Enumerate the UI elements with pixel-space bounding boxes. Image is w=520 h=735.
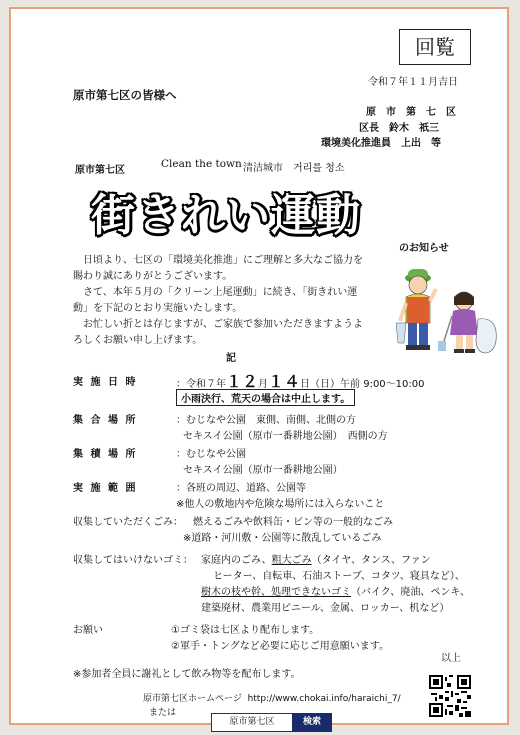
request-item-1: ①ゴミ袋は七区より配布します。 bbox=[171, 625, 320, 636]
main-title: 街きれい運動 bbox=[91, 190, 361, 241]
collection-label: 集 積 場 所 bbox=[73, 449, 138, 460]
gathering-line-1: ：むじなや公園 東側、南側、北側の方 bbox=[176, 415, 356, 426]
prohibited-line-1a: 家庭内のごみ、 bbox=[201, 555, 272, 566]
prohibited-line-1 bbox=[201, 551, 431, 566]
request-item-2: ②軍手・トングなど必要に応じご用意願います。 bbox=[171, 641, 389, 652]
sender-promoter: 環境美化推進員 上出 等 bbox=[321, 138, 441, 149]
kairan-box: 回覧 bbox=[399, 29, 471, 65]
gathering-label: 集 合 場 所 bbox=[73, 415, 138, 426]
prohibited-trees: 樹木の枝や幹、処理できないゴミ bbox=[201, 587, 351, 598]
subtitle-district: 原市第七区 bbox=[75, 165, 125, 176]
ki-heading: 記 bbox=[226, 353, 236, 364]
search-input[interactable]: 原市第七区 bbox=[211, 713, 293, 732]
sender-chief: 区長 鈴木 祇三 bbox=[359, 123, 439, 134]
search-button[interactable]: 検索 bbox=[292, 713, 332, 732]
intro-line-6: ろしくお願い申し上げます。 bbox=[73, 335, 203, 346]
ijou: 以上 bbox=[441, 653, 461, 664]
qr-code bbox=[429, 675, 471, 717]
homepage-label: 原市第七区ホームページ bbox=[143, 694, 242, 704]
homepage-url[interactable]: http://www.chokai.info/haraichi_7/ bbox=[247, 694, 401, 704]
title-suffix: のお知らせ bbox=[399, 243, 449, 254]
schedule-label: 実 施 日 時 bbox=[73, 377, 138, 388]
collect-items-line-1: 燃えるごみや飲料缶・ビン等の一般的なごみ bbox=[193, 517, 393, 528]
scope-line-2: ※他人の敷地内や危険な場所には入らないこと bbox=[176, 499, 385, 510]
prohibited-line-2: ヒーター、自転車、石油ストーブ、コタツ、寝具など）、 bbox=[213, 571, 465, 582]
prohibited-line-1b: （タイヤ、タンス、ファン bbox=[311, 555, 431, 566]
prohibited-line-4: 建築廃材、農業用ビニール、金属、ロッカー、机など） bbox=[201, 603, 450, 614]
schedule-month-unit: 月 bbox=[258, 379, 269, 390]
scope-label: 実 施 範 囲 bbox=[73, 483, 138, 494]
homepage-line bbox=[143, 691, 401, 704]
prohibited-line-3 bbox=[201, 583, 470, 598]
rain-notice: 小雨決行、荒天の場合は中止します。 bbox=[176, 389, 355, 406]
collection-line-1: ：むじなや公園 bbox=[176, 449, 246, 460]
schedule-day: １４ bbox=[268, 372, 301, 391]
intro-line-2: 賜わり誠にありがとうございます。 bbox=[73, 271, 233, 282]
schedule-day-unit: 日 bbox=[300, 379, 311, 390]
collection-line-2: セキスイ公園（原市一番耕地公園） bbox=[183, 465, 343, 476]
or-text: または bbox=[149, 708, 177, 718]
intro-line-5: お忙しい折とは存じますが、ご家族で参加いただきますようよ bbox=[83, 319, 363, 330]
subtitle-english: Clean the town bbox=[161, 158, 242, 170]
intro-line-3: さて、本年５月の「クリーン上尾運動」に続き、「街きれい運 bbox=[83, 287, 358, 298]
prohibited-label: 収集してはいけないゴミ： bbox=[73, 555, 193, 566]
collect-items-label: 収集していただくごみ： bbox=[73, 517, 183, 528]
schedule-month: １２ bbox=[226, 372, 259, 391]
prohibited-line-3b: （バイク、廃油、ペンキ、 bbox=[351, 587, 470, 598]
scope-line-1: ：各班の周辺、道路、公園等 bbox=[176, 483, 306, 494]
schedule-prefix: ：令和７年 bbox=[176, 379, 226, 390]
flyer-page bbox=[9, 7, 509, 725]
collect-items-line-2: ※道路・河川敷・公園等に散乱しているごみ bbox=[183, 533, 382, 544]
cleanup-kids-illustration bbox=[396, 261, 501, 361]
issue-date: 令和７年１１月吉日 bbox=[368, 77, 458, 88]
schedule-weekday-time: （日）午前 9:00～10:00 bbox=[310, 379, 425, 390]
subtitle-chinese: 清洁城市 bbox=[243, 163, 283, 174]
subtitle-korean: 거리를 청소 bbox=[293, 163, 345, 174]
gift-note: ※参加者全員に謝礼として飲み物等を配布します。 bbox=[73, 669, 301, 680]
intro-line-4: 動」を下記のとおり実施いたします。 bbox=[73, 303, 243, 314]
sender-org: 原 市 第 七 区 bbox=[366, 107, 456, 118]
addressee: 原市第七区の皆様へ bbox=[73, 88, 177, 102]
gathering-line-2: セキスイ公園（原市一番耕地公園） 西側の方 bbox=[183, 431, 388, 442]
prohibited-bulky: 粗大ごみ bbox=[271, 555, 312, 566]
intro-line-1: 日頃より、七区の「環境美化推進」にご理解と多大なご協力を bbox=[83, 255, 363, 266]
requests-label: お願い bbox=[73, 625, 103, 636]
